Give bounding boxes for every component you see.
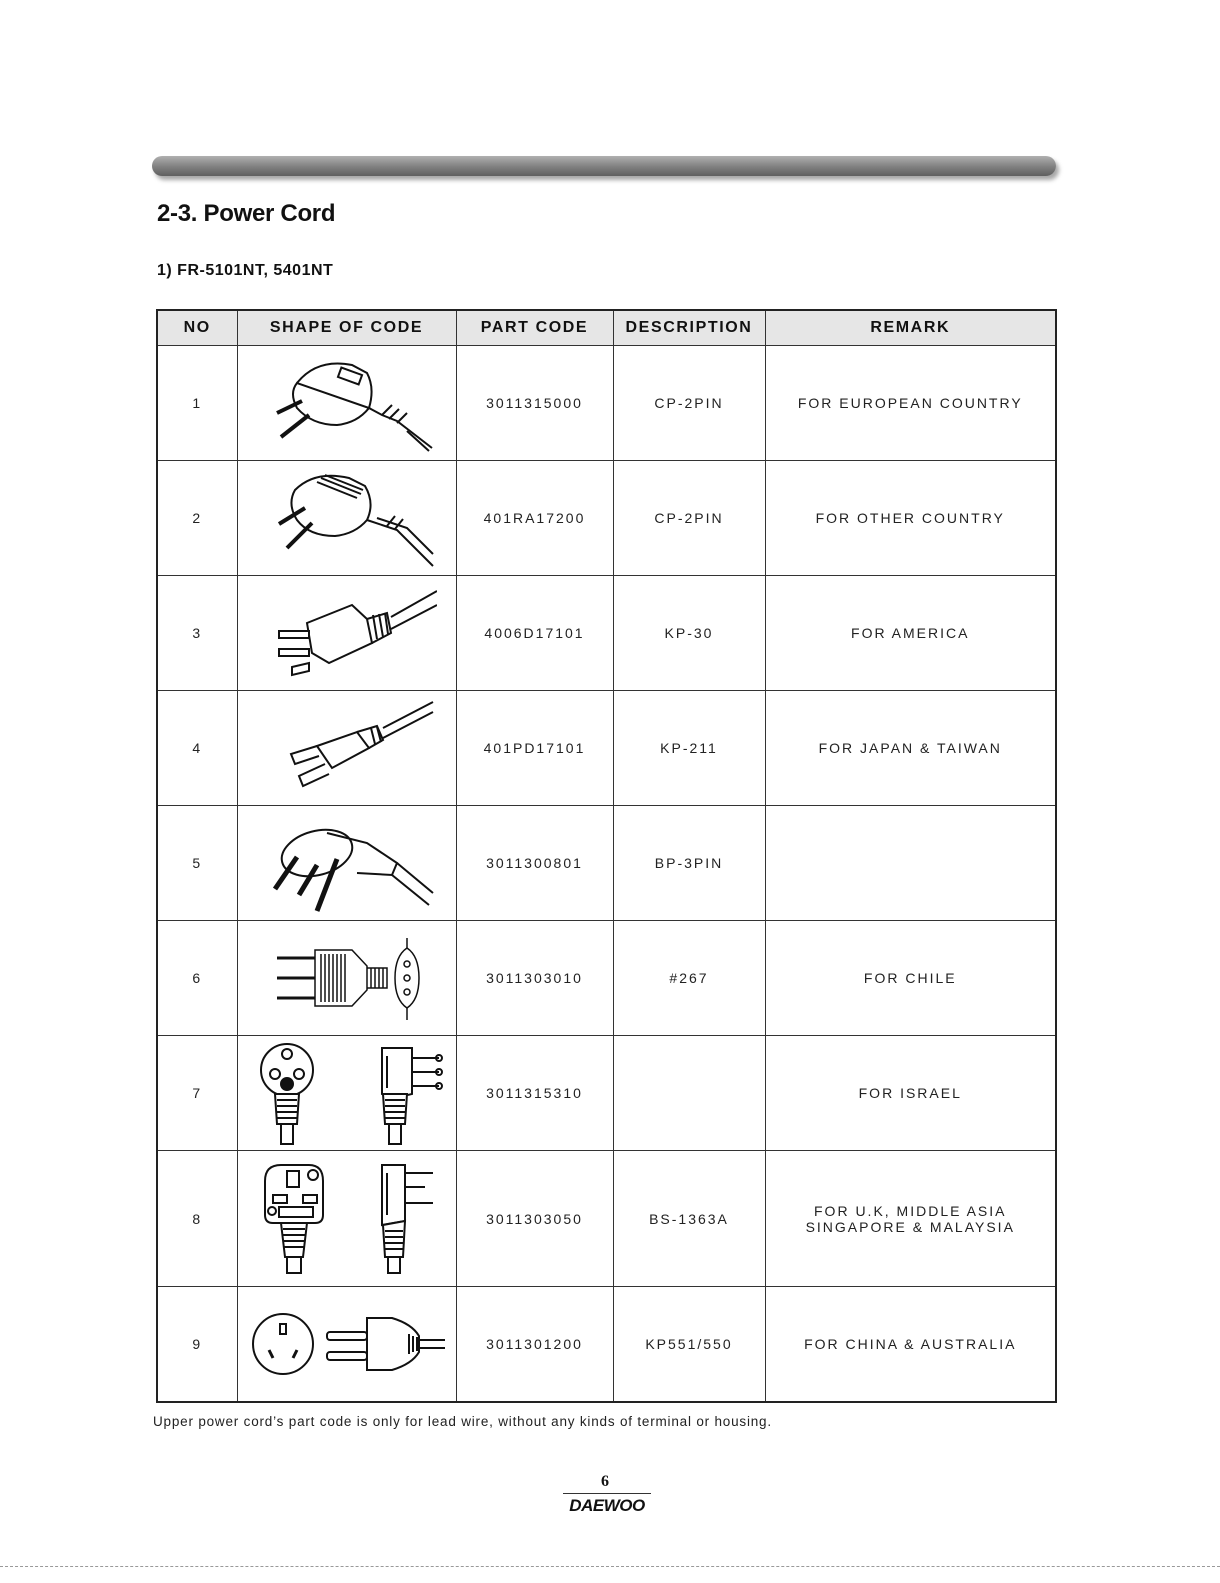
cell-remark — [765, 346, 1056, 461]
cell-shape — [237, 1287, 456, 1403]
page-number: 6 — [601, 1473, 609, 1490]
cell-shape — [237, 1151, 456, 1287]
cell-no: 2 — [157, 461, 237, 576]
section-title: 2-3. Power Cord — [157, 200, 336, 227]
remark-text: FOR EUROPEAN COUNTRY — [797, 395, 1023, 411]
cell-remark — [765, 806, 1056, 921]
table-header-row — [157, 310, 1056, 346]
cell-part-code: 3011303010 — [456, 921, 613, 1036]
cell-shape — [237, 806, 456, 921]
cell-description: #267 — [613, 921, 765, 1036]
header-remark: REMARK — [765, 310, 1056, 346]
cell-remark — [765, 1287, 1056, 1403]
cell-part-code: 3011301200 — [456, 1287, 613, 1403]
table-row — [157, 1151, 1056, 1287]
footnote: Upper power cord’s part code is only for lead wire, without any kinds of terminal or housing. — [153, 1414, 772, 1429]
au-cn-plug-icon — [247, 1304, 447, 1384]
cell-no: 8 — [157, 1151, 237, 1287]
remark-text: FOR CHINA & AUSTRALIA — [804, 1336, 1017, 1352]
daewoo-logo: DAEWOO — [569, 1496, 645, 1515]
table-row — [157, 1036, 1056, 1151]
header-shape: SHAPE OF CODE — [237, 310, 456, 346]
cell-description: CP-2PIN — [613, 346, 765, 461]
remark-text-line2: SINGAPORE & MALAYSIA — [805, 1218, 1015, 1235]
table-row — [157, 806, 1056, 921]
table-row — [157, 461, 1056, 576]
cell-remark — [765, 461, 1056, 576]
cell-description: CP-2PIN — [613, 461, 765, 576]
section-header-bar — [152, 156, 1056, 176]
cell-part-code: 3011303050 — [456, 1151, 613, 1287]
table-row — [157, 576, 1056, 691]
cell-description — [613, 1036, 765, 1151]
jp-2pin-plug-icon — [257, 698, 437, 798]
cell-part-code: 401PD17101 — [456, 691, 613, 806]
cell-part-code: 3011300801 — [456, 806, 613, 921]
cell-description: BP-3PIN — [613, 806, 765, 921]
euro-plug-icon — [257, 468, 437, 568]
cell-no: 3 — [157, 576, 237, 691]
cell-description: KP551/550 — [613, 1287, 765, 1403]
cell-no: 1 — [157, 346, 237, 461]
model-heading: 1) FR-5101NT, 5401NT — [157, 262, 334, 279]
us-3pin-plug-icon — [257, 583, 437, 683]
cell-remark — [765, 921, 1056, 1036]
power-cord-table — [156, 309, 1057, 1403]
cell-description: KP-30 — [613, 576, 765, 691]
cell-remark — [765, 1036, 1056, 1151]
cell-no: 7 — [157, 1036, 237, 1151]
page-edge-rule — [0, 1566, 1220, 1567]
remark-text: FOR OTHER COUNTRY — [815, 510, 1005, 526]
uk-plug-icon — [247, 1159, 447, 1279]
euro-plug-grounded-icon — [257, 353, 437, 453]
remark-text: FOR CHILE — [863, 970, 957, 986]
cell-no: 5 — [157, 806, 237, 921]
cell-shape — [237, 461, 456, 576]
remark-text: FOR AMERICA — [851, 625, 970, 641]
table-row — [157, 921, 1056, 1036]
cell-part-code: 401RA17200 — [456, 461, 613, 576]
cell-no: 9 — [157, 1287, 237, 1403]
cell-part-code: 4006D17101 — [456, 576, 613, 691]
logo-rule — [563, 1493, 651, 1494]
cell-remark — [765, 1151, 1056, 1287]
cell-remark — [765, 691, 1056, 806]
cell-shape — [237, 576, 456, 691]
israel-plug-icon — [247, 1038, 447, 1148]
cell-remark — [765, 576, 1056, 691]
cell-shape — [237, 921, 456, 1036]
cell-no: 4 — [157, 691, 237, 806]
chile-plug-icon — [257, 928, 437, 1028]
cell-description: BS-1363A — [613, 1151, 765, 1287]
remark-text: FOR U.K, MIDDLE ASIA — [814, 1202, 1007, 1219]
cell-shape — [237, 1036, 456, 1151]
remark-text: FOR ISRAEL — [858, 1085, 962, 1101]
cell-no: 6 — [157, 921, 237, 1036]
cell-part-code: 3011315310 — [456, 1036, 613, 1151]
round-3pin-plug-icon — [257, 813, 437, 913]
cell-part-code: 3011315000 — [456, 346, 613, 461]
cell-description: KP-211 — [613, 691, 765, 806]
header-part-code: PART CODE — [456, 310, 613, 346]
header-no: NO — [157, 310, 237, 346]
header-description: DESCRIPTION — [613, 310, 765, 346]
cell-shape — [237, 346, 456, 461]
table-row — [157, 691, 1056, 806]
table-row — [157, 1287, 1056, 1403]
cell-shape — [237, 691, 456, 806]
remark-text: FOR JAPAN & TAIWAN — [818, 740, 1002, 756]
table-row — [157, 346, 1056, 461]
